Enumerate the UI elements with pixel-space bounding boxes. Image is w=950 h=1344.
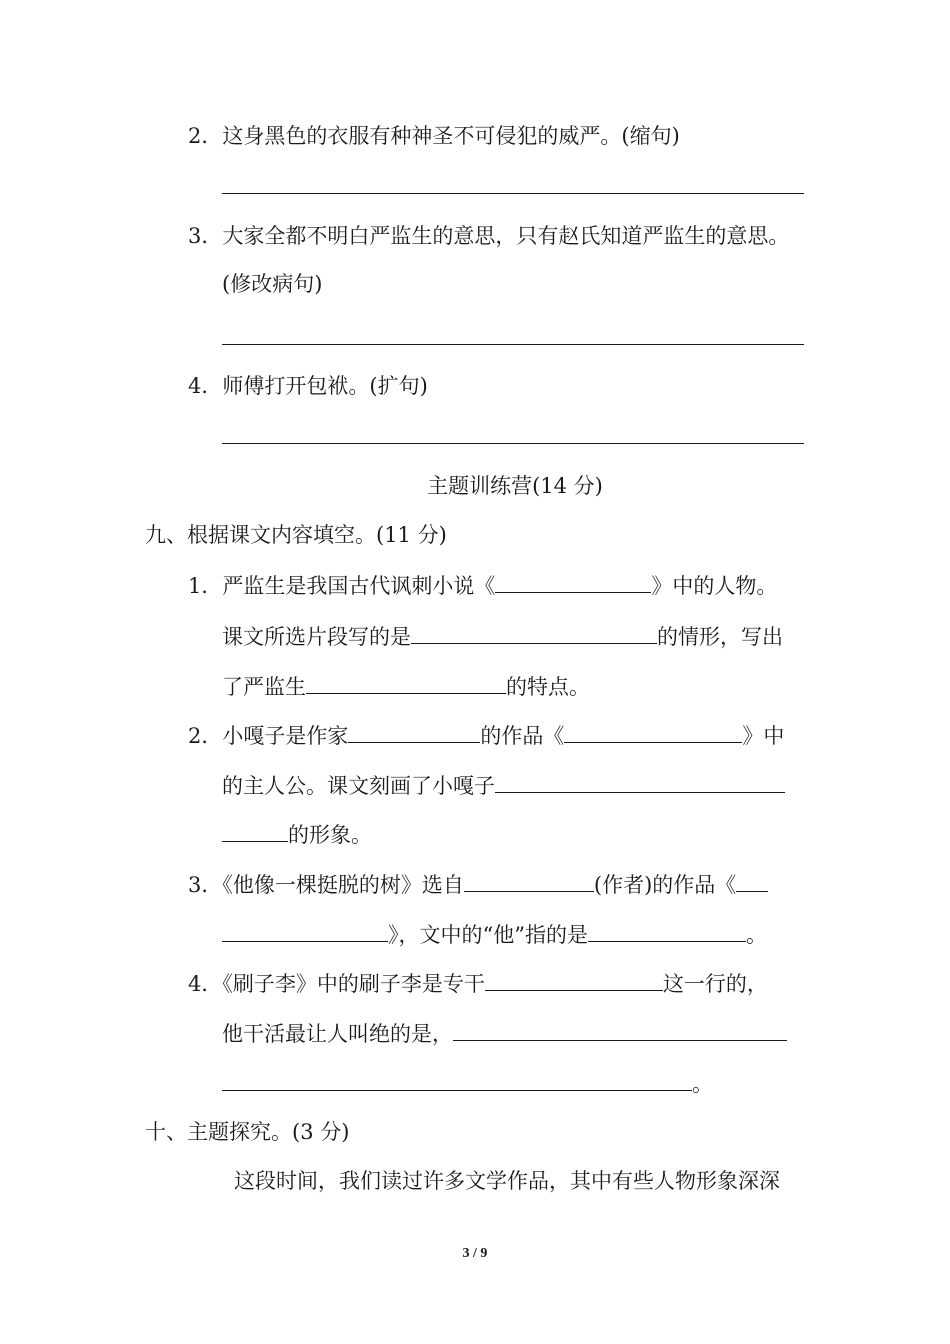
fill-blank[interactable] [736, 869, 768, 892]
question-9-1-line2 [222, 621, 783, 651]
question-9-1-line1 [188, 570, 777, 600]
question-text: 小嘎子是作家 [222, 724, 349, 748]
question-text: 这一行的， [662, 972, 768, 996]
question-9-3-line2 [222, 919, 767, 949]
question-number: 4． [188, 972, 223, 996]
fill-blank[interactable] [564, 720, 742, 743]
question-text: 《他像一棵挺脱的树》选自 [222, 873, 464, 897]
answer-line-8-2[interactable] [222, 193, 804, 194]
fill-blank[interactable] [222, 1068, 692, 1091]
page-number: 3 / 9 [462, 1246, 488, 1261]
fill-blank[interactable] [222, 819, 288, 842]
fill-blank[interactable] [495, 770, 785, 793]
question-9-2-line1 [188, 720, 784, 750]
fill-blank[interactable] [485, 968, 663, 991]
question-text: 这身黑色的衣服有种神圣不可侵犯的威严。(缩句) [222, 124, 680, 148]
question-text: 》中的人物。 [651, 574, 778, 598]
question-text: 。 [745, 923, 767, 947]
question-text: 的作品《 [480, 724, 565, 748]
question-9-1-line3 [222, 671, 590, 701]
section-9-heading: 九、根据课文内容填空。(11 分) [145, 523, 447, 547]
section-10-heading: 十、主题探究。(3 分) [145, 1120, 350, 1144]
section-title: 主题训练营(14 分) [427, 474, 603, 498]
question-text: 的形象。 [288, 823, 372, 847]
question-text: 了严监生 [222, 675, 306, 699]
question-9-4-line2 [222, 1018, 787, 1048]
question-text: 大家全都不明白严监生的意思，只有赵氏知道严监生的意思。 [222, 224, 790, 248]
question-text: 》，文中的“他”指的是 [388, 923, 588, 947]
question-text: 的主人公。课文刻画了小嘎子 [222, 774, 495, 798]
fill-blank[interactable] [306, 671, 506, 694]
question-text: 。 [692, 1072, 713, 1096]
question-number: 2． [188, 724, 223, 748]
question-9-2-line2 [222, 770, 785, 800]
question-text: 他干活最让人叫绝的是， [222, 1022, 453, 1046]
fill-blank[interactable] [495, 570, 651, 593]
fill-blank[interactable] [588, 919, 746, 942]
question-8-3-instruction: (修改病句) [222, 272, 323, 296]
fill-blank[interactable] [453, 1018, 787, 1041]
question-text: 师傅打开包袱。(扩句) [222, 374, 428, 398]
answer-line-8-3[interactable] [222, 344, 804, 345]
question-text: 课文所选片段写的是 [222, 625, 411, 649]
answer-line-8-4[interactable] [222, 443, 804, 444]
fill-blank[interactable] [222, 919, 388, 942]
question-9-2-line3 [222, 819, 372, 849]
question-text: 严监生是我国古代讽刺小说《 [222, 574, 496, 598]
section-10-text: 这段时间，我们读过许多文学作品，其中有些人物形象深深 [234, 1169, 780, 1193]
fill-blank[interactable] [411, 621, 657, 644]
question-9-4-line3 [222, 1068, 713, 1098]
question-number: 1． [188, 574, 223, 598]
question-number: 3． [188, 873, 223, 897]
question-8-2 [188, 122, 680, 150]
question-9-3-line1 [188, 869, 768, 899]
question-number: 2． [188, 124, 223, 148]
question-number: 4． [188, 374, 223, 398]
question-text: 的特点。 [506, 675, 590, 699]
question-text: (作者)的作品《 [593, 873, 737, 897]
question-number: 3． [188, 224, 223, 248]
question-text: 《刷子李》中的刷子李是专干 [222, 972, 485, 996]
question-8-4 [188, 372, 428, 400]
fill-blank[interactable] [348, 720, 480, 743]
question-text: 的情形，写出 [657, 625, 783, 649]
fill-blank[interactable] [464, 869, 594, 892]
question-9-4-line1 [188, 968, 768, 998]
question-8-3 [188, 222, 789, 250]
question-text: 》中 [742, 724, 785, 748]
